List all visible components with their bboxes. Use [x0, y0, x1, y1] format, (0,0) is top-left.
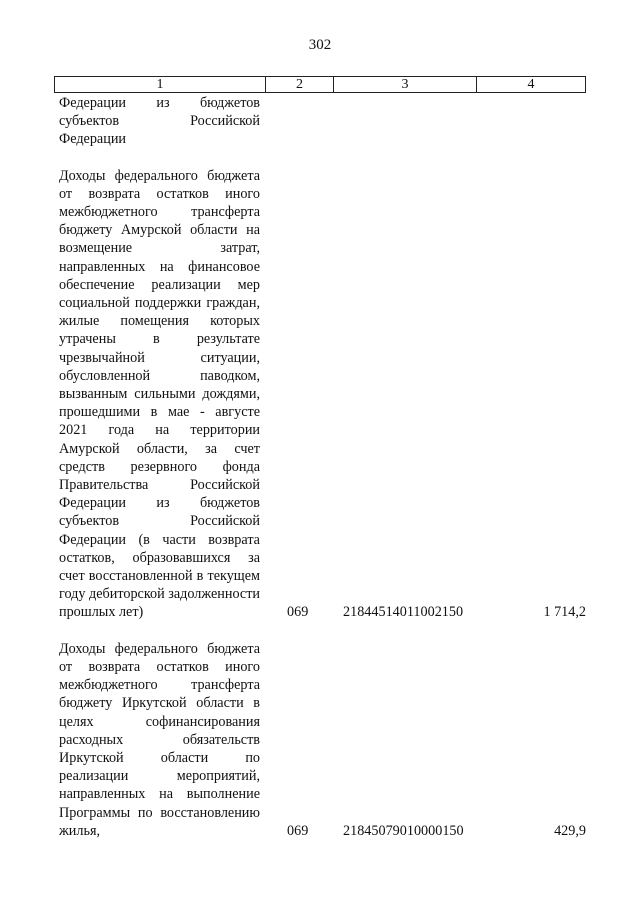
- row-code: 069: [287, 604, 309, 621]
- header-col-1: 1: [55, 77, 266, 92]
- row-code: 069: [287, 822, 309, 839]
- header-col-3: 3: [334, 77, 477, 92]
- table-row: [0, 640, 640, 840]
- row-description: Доходы федерального бюджета от возврата остатков иного межбюджетного трансферта бюджету Иркутской области в целях софинансирования расходных обязательств Иркутской области по реализации мероприятий, направленных на выполнение Программы по восстановлению жилья,: [59, 640, 260, 839]
- row-description: Федерации из бюджетов субъектов Российской Федерации: [59, 95, 260, 148]
- table-row: [0, 94, 640, 149]
- header-col-4: 4: [527, 77, 535, 92]
- row-amount: 1 714,2: [543, 604, 586, 621]
- row-kbk: 21845079010000150: [343, 822, 464, 839]
- row-description: Доходы федерального бюджета от возврата остатков иного межбюджетного трансферта бюджету Амурской области на возмещение затрат, направленных на финансовое обеспечение реализации мер социальной поддержки граждан, жилые помещения которых утрачены в результате чрезвычайной ситуации, обусловленной паводком, вызванным сильными дождями, прошедшими в мае - августе 2021 года на территории Амурской области, за счет средств резервного фонда Правительства Российской Федерации из бюджетов субъектов Российской Федерации (в части возврата остатков, образовавшихся за счет восстановленной в текущем году дебиторской задолженности прошлых лет): [59, 167, 260, 621]
- table-body: [0, 94, 640, 840]
- header-col-2: 2: [266, 77, 334, 92]
- row-kbk: 21844514011002150: [343, 604, 464, 621]
- page-number: 302: [308, 37, 332, 53]
- row-amount: 429,9: [554, 822, 586, 839]
- table-header: [54, 76, 586, 93]
- table-row: [0, 167, 640, 622]
